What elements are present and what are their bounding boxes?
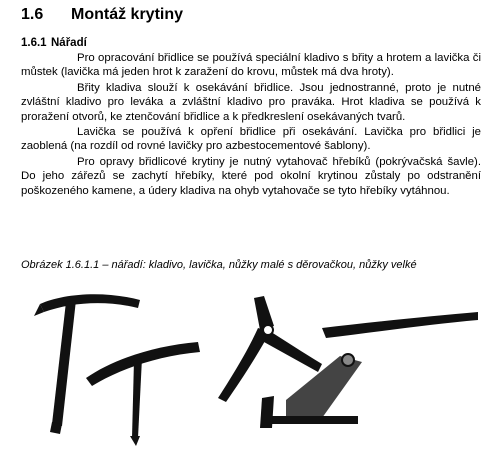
paragraph: Pro opracování břidlice se používá speciální kladivo s břity a hrotem a lavička či můstek (lavička má jeden hrot k zaražení do krovu, můstek má dva hroty).	[21, 52, 481, 79]
section-number: 1.6	[21, 6, 44, 23]
slate-bench-image	[86, 342, 200, 446]
subsection-number: 1.6.1	[21, 37, 47, 49]
subsection-title: Nářadí	[51, 37, 87, 49]
section-heading	[21, 6, 183, 24]
subsection-heading	[21, 37, 87, 49]
tools-figure	[22, 278, 484, 448]
paragraph: Lavička se používá k opření břidlice při osekávání. Lavička pro břidlici je zaoblená (na rozdíl od rovné lavičky pro azbestocementové šablony).	[21, 126, 481, 153]
tools-illustration	[22, 278, 484, 448]
paragraph: Břity kladiva slouží k osekávání břidlice. Jsou jednostranné, proto je nutné zvláštní kladivo pro leváka a zvláštní kladivo pro praváka. Hrot kladiva se používá k proražení otvorů, ke ztenčování břidlice a k předkreslení osekávaných tvarů.	[21, 81, 481, 123]
body-text	[21, 51, 481, 199]
large-shears-image	[260, 312, 478, 428]
paragraph: Pro opravy břidlicové krytiny je nutný vytahovač hřebíků (pokrývačská šavle). Do jeho zářezů se zachytí hřebíky, které pod okolní krytinou zůstaly po odstranění poškozeného kamene, a údery kladiva na ohyb vytahovače se tyto hřebíky vytáhnou.	[21, 155, 481, 197]
figure-caption: Obrázek 1.6.1.1 – nářadí: kladivo, lavička, nůžky malé s děrovačkou, nůžky velké	[21, 259, 417, 271]
section-title: Montáž krytiny	[71, 6, 184, 23]
